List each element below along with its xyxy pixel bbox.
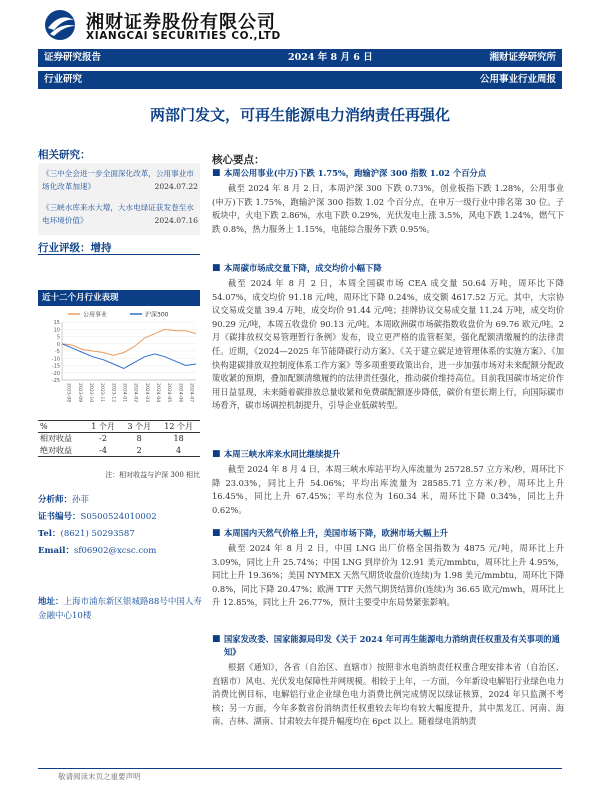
table-cell: 相对收益 — [40, 434, 72, 444]
report-type: 证券研究报告 — [44, 52, 102, 63]
y-tick-label: 0 — [56, 341, 60, 348]
section-policy — [212, 633, 564, 729]
section-title: 国家发改委、国家能源局印发《关于 2024 年可再生能源电力消纳责任权重及有关事项的通知》 — [224, 634, 560, 657]
section-carbon — [212, 262, 564, 413]
page-title: 两部门发文，可再生能源电力消纳责任再强化 — [149, 106, 450, 124]
related-research-heading: 相关研究： — [38, 149, 91, 161]
x-tick-label: 2024-03 — [143, 382, 149, 403]
y-tick-label: 15 — [53, 320, 60, 326]
analyst-cert — [38, 510, 157, 524]
y-tick-label: -20 — [51, 370, 60, 377]
industry-rating: 行业评级：增持 — [38, 242, 112, 254]
tel-label: Tel： — [38, 529, 61, 539]
x-tick-label: 2024-02 — [132, 382, 138, 403]
square-bullet-icon: ■ — [212, 168, 221, 178]
analyst-value: 孙菲 — [72, 495, 90, 505]
analyst-name — [38, 493, 89, 507]
table-cell: 2 — [121, 445, 157, 457]
analyst-email — [38, 544, 156, 558]
x-tick-label: 2024-06 — [177, 382, 183, 403]
square-bullet-icon: ■ — [212, 263, 221, 273]
core-points-heading: 核心要点： — [212, 154, 265, 166]
x-tick-label: 2024-04 — [154, 383, 160, 403]
section-title: 本周公用事业(中万)下跌 1.75%，跑输沪深 300 指数 1.02 个百分点 — [224, 168, 487, 178]
analyst-label: 分析师： — [38, 495, 73, 505]
performance-table — [38, 420, 200, 457]
table-cell: 18 — [173, 434, 184, 444]
table-header-row — [38, 421, 200, 433]
y-tick-label: -25 — [51, 378, 60, 384]
section-title: 本周国内天然气价格上升，美国市场下降，欧洲市场大幅上升 — [224, 528, 449, 538]
related-research-date: 2024.07.16 — [154, 216, 198, 225]
analyst-tel — [38, 527, 135, 541]
header-bar-bottom — [38, 71, 562, 89]
table-header-cell: % — [38, 421, 85, 433]
section-market — [212, 167, 564, 236]
address-label: 地址： — [38, 597, 64, 607]
series-line-utilities — [62, 329, 196, 355]
divider — [38, 254, 200, 255]
section-body: 截至 2024 年 8 月 4 日，本周三峡水库站平均入库流量为 25728.57 立方米/秒，周环比下降 23.03%，同比上升 54.06%；平均出库流量为 28585.71 立方米/秒，周环比上升 16.45%，同比上升 67.45%；平均水位为 160.34 米，周环比下降 0.34%，同比上升 0.62%。 — [212, 464, 564, 515]
related-research-list — [38, 163, 200, 235]
legend-label: 沪深300 — [145, 311, 169, 319]
footer-disclaimer: 敬请阅读末页之重要声明 — [58, 772, 141, 781]
table-cell: 绝对收益 — [38, 445, 85, 457]
x-tick-label: 2023-08 — [65, 382, 71, 403]
table-row — [38, 445, 200, 457]
table-header-cell: 3 个月 — [121, 421, 157, 433]
legend-label: 公用事业 — [83, 311, 108, 319]
email-label: Email： — [38, 546, 74, 556]
y-tick-label: -5 — [55, 349, 60, 355]
section-body: 截至 2024 年 8 月 2 日，中国 LNG 出厂价格全国指数为 4875 元/吨，周环比上升 3.09%，同比上升 25.74%；中国 LNG 到岸价为 12.91 美元/mmbtu，周环比上升 4.95%，同比上升 19.36%；美国 NYMEX 天然气期货收盘价(连续)为 1.98 美元/mmbtu，周环比下降 0.8%，同比下降 20.47%；欧洲 TTF 天然气期货结算价(连续)为 36.65 欧元/mwh，周环比上升 12.85%，同比上升 26.77%，预计主要受中东局势紧张影响。 — [212, 543, 564, 608]
perf-note: 注：相对收益与沪深 300 相比 — [105, 471, 200, 479]
square-bullet-icon: ■ — [212, 634, 221, 644]
related-research-date: 2024.07.22 — [154, 182, 198, 191]
cert-value: S0500524010002 — [80, 512, 157, 522]
section-body: 截至 2024 年 8 月 2 日，本周沪深 300 下跌 0.73%，创业板指下跌 1.28%，公用事业(申万)下跌 1.75%，跑输沪深 300 指数 1.02 个百分点，在申万一级行业中排名第 30 位。子板块中，火电下跌 2.86%，水电下跌 0.29%，光伏发电上涨 3.5%，风电下跌 1.24%，燃气下跌 0.8%，热力服务上 1.15%，电能综合服务下跌 0.95%。 — [212, 183, 564, 234]
x-tick-label: 2023-09 — [76, 382, 82, 403]
performance-chart — [38, 308, 200, 416]
section-title: 本周三峡水库来水同比继续提升 — [224, 449, 341, 459]
brand-name-cn: 湘财证券股份有限公司 — [86, 12, 276, 33]
report-date: 2024 年 8 月 6 日 — [288, 52, 373, 63]
y-tick-label: -15 — [51, 363, 60, 370]
related-research-title[interactable]: 《三峡水库来水大增，大水电绿证获发卷至水电环境价值》 — [42, 203, 194, 225]
section-natural-gas — [212, 527, 564, 610]
section-three-gorges — [212, 448, 564, 517]
series-line-hs300 — [62, 344, 196, 369]
x-tick-label: 2024-05 — [166, 382, 172, 403]
table-cell: 8 — [136, 434, 142, 444]
x-tick-label: 2023-12 — [110, 382, 116, 403]
section-body: 截至 2024 年 8 月 2 日，本周全国碳市场 CEA 成交量 50.64 万吨，周环比下降 54.07%，成交均价 91.18 元/吨，周环比下降 0.24%，成交额 4617.52 万元。其中，大宗协议交易成交量 39.4 万吨，成交均价 91.44 元/吨；挂牌协议交易成交量 11.24 万吨，成交均价 90.29 元/吨，本周五收盘价 90.13 元/吨。本周欧洲碳市场碳指数收盘价为 69.76 欧元/吨。2 月《碳排放权交易管理暂行条例》发布，设立更严格的监管框架，强化配额清缴履约的法律责任。近期，《2024—2025 年节能降碳行动方案》、《关于建立碳足迹管理体系的实施方案》、《加快构建碳排放双控制度体系工作方案》等多项重要政策出台，进一步加强市场对未来配额分配政策收紧的预期，叠加配额清缴履约的法律责任强化，推动碳价维持高位。目前我国碳市场定价作用日益显现，未来随着碳排放总量收紧和免费碳配额逐步降低，碳价有望长期上行，向国际碳市场看齐，碳市场调控机制提升，引导企业低碳转型。 — [212, 278, 564, 411]
y-tick-label: -10 — [51, 356, 60, 363]
report-series: 公用事业行业周报 — [479, 74, 556, 85]
square-bullet-icon: ■ — [212, 528, 221, 538]
x-tick-label: 2024-01 — [121, 383, 127, 403]
company-logo-icon — [40, 8, 82, 42]
x-tick-label: 2024-07 — [188, 383, 194, 403]
cert-label: 证书编号： — [38, 512, 81, 522]
report-category: 行业研究 — [44, 74, 83, 85]
tel-value: (8621) 50293587 — [60, 529, 135, 539]
perf-chart-heading: 近十二个月行业表现 — [38, 290, 200, 306]
x-tick-label: 2023-10 — [87, 383, 93, 403]
footer-divider — [38, 768, 562, 769]
square-bullet-icon: ■ — [212, 449, 221, 459]
related-research-item[interactable] — [42, 167, 198, 193]
table-header-cell: 1 个月 — [85, 421, 121, 433]
address-value: 上海市浦东新区银城路88号中国人寿金融中心10楼 — [38, 597, 202, 621]
y-tick-label: 10 — [53, 327, 60, 334]
email-link[interactable]: sf06902@xcsc.com — [73, 546, 157, 556]
table-cell: -4 — [85, 445, 121, 457]
header-bar-top — [38, 49, 562, 67]
section-body: 根据《通知》，各省（自治区、直辖市）按照非水电消纳责任权重合理安排本省（自治区、直辖市）风电、光伏发电保障性并网规模。相较于上年，一方面，今年新设电解铝行业绿色电力消费比例目标，电解铝行业企业绿色电力消费比例完成情况以绿证核算，2024 年只监测不考核；另一方面，今年多数省份消纳责任权重较去年均有较大幅度提升，其中黑龙江、河南、海南、吉林、湖南、甘肃较去年提升幅度均在 6pct 以上。随着绿电消纳责 — [212, 662, 564, 727]
y-tick-label: 5 — [56, 334, 60, 341]
company-address — [38, 595, 202, 623]
x-tick-label: 2023-11 — [99, 382, 105, 403]
related-research-item[interactable] — [42, 201, 198, 227]
section-title: 本周碳市场成交量下降，成交均价小幅下降 — [224, 263, 382, 273]
institute-name: 湘财证券研究所 — [489, 52, 556, 63]
related-research-title[interactable]: 《三中全会进一步全面深化改革，公用事业市场化改革加速》 — [42, 169, 194, 191]
brand-name-en: XIANGCAI SECURITIES CO.,LTD — [86, 30, 281, 42]
table-header-cell: 12 个月 — [157, 421, 200, 433]
table-cell: 4 — [157, 445, 200, 457]
table-row — [38, 433, 200, 445]
table-cell: -2 — [99, 434, 107, 444]
